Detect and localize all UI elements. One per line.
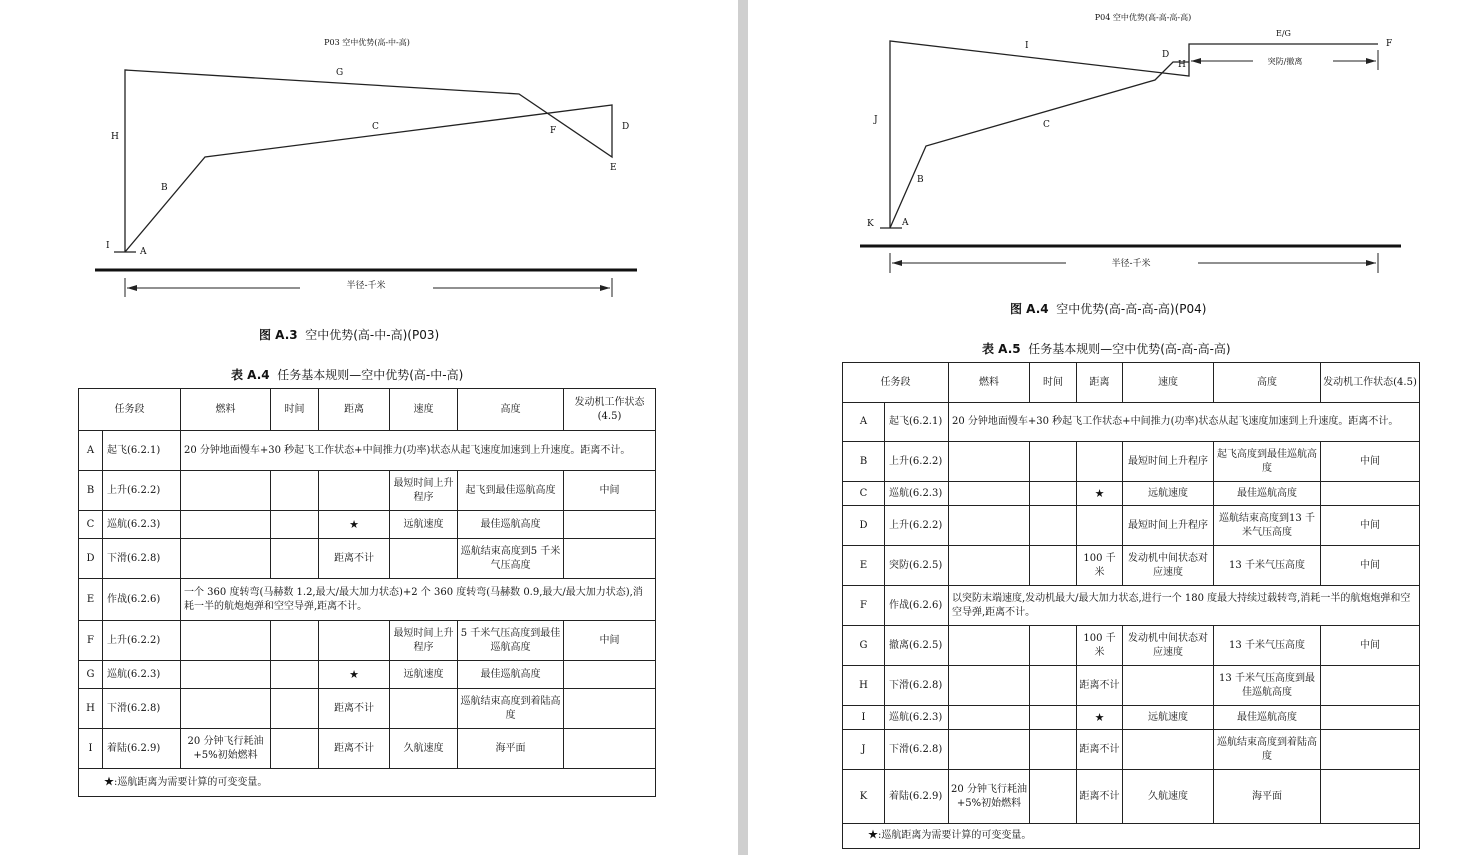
row-speed: 远航速度	[1123, 706, 1214, 730]
row-speed	[390, 539, 458, 579]
row-altitude: 巡航结束高度到5 千米气压高度	[458, 539, 564, 579]
figure-caption-text: 空中优势(高-中-高)(P03)	[305, 328, 440, 342]
point-label-h: H	[1178, 60, 1186, 70]
header-engine: 发动机工作状态(4.5)	[564, 389, 656, 431]
row-fuel	[949, 482, 1030, 506]
page-gutter	[738, 0, 748, 855]
row-engine: 中间	[564, 621, 656, 661]
row-speed: 远航速度	[390, 661, 458, 689]
table-caption	[982, 340, 1231, 357]
row-distance: 距离不计	[1077, 770, 1123, 824]
point-label-h: H	[111, 132, 119, 142]
row-altitude: 最佳巡航高度	[458, 661, 564, 689]
header-segment: 任务段	[79, 389, 181, 431]
row-fuel	[181, 661, 271, 689]
row-engine	[564, 511, 656, 539]
mission-rules-table-p03	[78, 388, 656, 797]
table-row	[79, 511, 656, 539]
row-engine	[1321, 666, 1420, 706]
radius-label: 半径-千米	[346, 281, 386, 291]
row-altitude: 13 千米气压高度	[1214, 626, 1321, 666]
header-engine: 发动机工作状态(4.5)	[1321, 363, 1420, 403]
dash-arrowhead-left	[1191, 58, 1201, 64]
row-segment: 起飞(6.2.1)	[885, 403, 949, 442]
point-label-k: K	[867, 219, 874, 229]
row-speed	[1123, 666, 1214, 706]
row-id: E	[843, 546, 885, 586]
table-row	[843, 442, 1420, 482]
row-segment: 作战(6.2.6)	[103, 579, 181, 621]
mission-rules-table-p04	[842, 362, 1420, 849]
point-label-f: F	[1386, 39, 1393, 49]
radius-label: 半径-千米	[1111, 259, 1151, 269]
row-segment: 上升(6.2.2)	[885, 506, 949, 546]
row-distance: 100 千米	[1077, 546, 1123, 586]
row-distance: 距离不计	[319, 539, 390, 579]
row-fuel	[181, 689, 271, 729]
table-row	[79, 689, 656, 729]
row-segment: 下滑(6.2.8)	[103, 689, 181, 729]
table-row	[843, 626, 1420, 666]
row-speed	[1123, 730, 1214, 770]
row-speed: 最短时间上升程序	[1123, 442, 1214, 482]
row-segment: 突防(6.2.5)	[885, 546, 949, 586]
row-altitude: 13 千米气压高度	[1214, 546, 1321, 586]
row-id: B	[79, 471, 103, 511]
row-time	[1030, 546, 1077, 586]
note-row	[79, 769, 656, 797]
table-row	[79, 471, 656, 511]
row-time	[271, 689, 319, 729]
dash-arrowhead-right	[1366, 58, 1376, 64]
point-label-a: A	[140, 247, 147, 257]
row-id: A	[843, 403, 885, 442]
row-fuel: 20 分钟飞行耗油+5%初始燃料	[181, 729, 271, 769]
point-label-c: C	[372, 122, 379, 132]
point-label-d: D	[622, 122, 630, 132]
point-label-c: C	[1043, 120, 1050, 130]
header-fuel: 燃料	[181, 389, 271, 431]
radius-arrowhead-left	[892, 260, 902, 266]
row-segment: 撤离(6.2.5)	[885, 626, 949, 666]
mission-profile-diagram-p03	[0, 0, 738, 330]
radius-arrowhead-left	[127, 285, 137, 291]
row-engine	[1321, 730, 1420, 770]
flight-path	[125, 70, 612, 252]
header-row	[843, 363, 1420, 403]
table-number: 表 A.5	[982, 342, 1021, 356]
row-engine: 中间	[1321, 546, 1420, 586]
table-row	[843, 770, 1420, 824]
row-time	[271, 729, 319, 769]
row-altitude: 海平面	[458, 729, 564, 769]
radius-arrowhead-right	[1366, 260, 1376, 266]
table-row	[79, 431, 656, 471]
point-label-i: I	[106, 241, 110, 251]
row-speed: 远航速度	[390, 511, 458, 539]
table-row	[843, 403, 1420, 442]
row-id: J	[843, 730, 885, 770]
table-row	[79, 661, 656, 689]
table-row	[843, 506, 1420, 546]
row-fuel: 20 分钟飞行耗油+5%初始燃料	[949, 770, 1030, 824]
point-label-b: B	[917, 175, 924, 185]
row-time	[1030, 506, 1077, 546]
row-segment: 起飞(6.2.1)	[103, 431, 181, 471]
header-distance: 距离	[319, 389, 390, 431]
row-id: E	[79, 579, 103, 621]
row-id: K	[843, 770, 885, 824]
row-description: 一个 360 度转弯(马赫数 1.2,最大/最大加力状态)+2 个 360 度转弯(马赫数 0.9,最大/最大加力状态),消耗一半的航炮炮弹和空空导弹,距离不计。	[181, 579, 656, 621]
row-fuel	[181, 539, 271, 579]
table-number: 表 A.4	[231, 368, 270, 382]
row-time	[271, 661, 319, 689]
table-row	[843, 586, 1420, 626]
row-engine: 中间	[1321, 442, 1420, 482]
row-distance	[319, 621, 390, 661]
row-altitude: 最佳巡航高度	[1214, 706, 1321, 730]
row-engine	[1321, 770, 1420, 824]
table-caption	[231, 366, 463, 383]
row-fuel	[949, 626, 1030, 666]
row-fuel	[949, 506, 1030, 546]
header-speed: 速度	[390, 389, 458, 431]
row-fuel	[949, 706, 1030, 730]
row-segment: 上升(6.2.2)	[885, 442, 949, 482]
row-description: 以突防末端速度,发动机最大/最大加力状态,进行一个 180 度最大持续过载转弯,消耗一半的航炮炮弹和空空导弹,距离不计。	[949, 586, 1420, 626]
row-segment: 上升(6.2.2)	[103, 621, 181, 661]
row-distance	[319, 471, 390, 511]
row-altitude: 巡航结束高度到13 千米气压高度	[1214, 506, 1321, 546]
row-engine: 中间	[1321, 626, 1420, 666]
row-id: D	[843, 506, 885, 546]
row-altitude: 海平面	[1214, 770, 1321, 824]
row-altitude: 13 千米气压高度到最佳巡航高度	[1214, 666, 1321, 706]
mission-profile-diagram-p04	[748, 0, 1477, 300]
header-time: 时间	[271, 389, 319, 431]
point-label-e: E	[610, 163, 617, 173]
row-speed	[390, 689, 458, 729]
table-row	[843, 706, 1420, 730]
row-id: B	[843, 442, 885, 482]
row-fuel	[181, 511, 271, 539]
header-altitude: 高度	[458, 389, 564, 431]
row-fuel	[181, 471, 271, 511]
row-engine	[564, 661, 656, 689]
row-segment: 下滑(6.2.8)	[885, 666, 949, 706]
row-segment: 着陆(6.2.9)	[885, 770, 949, 824]
row-time	[1030, 442, 1077, 482]
point-label-g: G	[336, 68, 344, 78]
row-speed: 最短时间上升程序	[390, 621, 458, 661]
row-time	[271, 471, 319, 511]
header-segment: 任务段	[843, 363, 949, 403]
table-row	[79, 729, 656, 769]
row-engine	[1321, 706, 1420, 730]
row-time	[1030, 626, 1077, 666]
row-altitude: 最佳巡航高度	[1214, 482, 1321, 506]
header-speed: 速度	[1123, 363, 1214, 403]
row-fuel	[949, 442, 1030, 482]
header-row	[79, 389, 656, 431]
point-label-f: F	[550, 126, 557, 136]
row-distance	[1077, 442, 1123, 482]
row-distance: 距离不计	[1077, 666, 1123, 706]
point-label-i: I	[1025, 41, 1029, 51]
row-time	[1030, 666, 1077, 706]
table-row	[843, 482, 1420, 506]
row-speed: 发动机中间状态对应速度	[1123, 546, 1214, 586]
diagram-title: P04 空中优势(高-高-高-高)	[1094, 13, 1192, 22]
table-caption-text: 任务基本规则—空中优势(高-高-高-高)	[1028, 342, 1231, 356]
row-engine	[564, 539, 656, 579]
row-altitude: 最佳巡航高度	[458, 511, 564, 539]
flight-path-outbound	[890, 62, 1189, 228]
row-segment: 下滑(6.2.8)	[885, 730, 949, 770]
row-speed: 发动机中间状态对应速度	[1123, 626, 1214, 666]
row-altitude: 起飞高度到最佳巡航高度	[1214, 442, 1321, 482]
row-segment: 下滑(6.2.8)	[103, 539, 181, 579]
point-label-eg: E/G	[1276, 29, 1291, 38]
row-altitude: 5 千米气压高度到最佳巡航高度	[458, 621, 564, 661]
table-row	[79, 579, 656, 621]
row-id: G	[79, 661, 103, 689]
table-caption-text: 任务基本规则—空中优势(高-中-高)	[277, 368, 464, 382]
row-speed: 最短时间上升程序	[1123, 506, 1214, 546]
figure-caption	[259, 326, 439, 343]
row-time	[1030, 730, 1077, 770]
row-distance	[1077, 506, 1123, 546]
row-altitude: 起飞到最佳巡航高度	[458, 471, 564, 511]
figure-number: 图 A.3	[259, 328, 298, 342]
row-id: D	[79, 539, 103, 579]
row-time	[1030, 770, 1077, 824]
row-time	[1030, 706, 1077, 730]
table-row	[843, 666, 1420, 706]
row-id: A	[79, 431, 103, 471]
table-row	[843, 546, 1420, 586]
row-segment: 上升(6.2.2)	[103, 471, 181, 511]
row-id: C	[843, 482, 885, 506]
row-fuel	[949, 546, 1030, 586]
row-distance-star: ★	[1077, 706, 1123, 730]
row-speed: 久航速度	[1123, 770, 1214, 824]
row-speed: 最短时间上升程序	[390, 471, 458, 511]
row-altitude: 巡航结束高度到着陆高度	[458, 689, 564, 729]
point-label-j: J	[874, 115, 878, 125]
row-description: 20 分钟地面慢车+30 秒起飞工作状态+中间推力(功率)状态从起飞速度加速到上升速度。距离不计。	[949, 403, 1420, 442]
row-fuel	[949, 730, 1030, 770]
row-time	[271, 621, 319, 661]
table-row	[79, 621, 656, 661]
row-segment: 巡航(6.2.3)	[885, 706, 949, 730]
row-time	[1030, 482, 1077, 506]
left-page	[0, 0, 738, 855]
header-distance: 距离	[1077, 363, 1123, 403]
row-description: 20 分钟地面慢车+30 秒起飞工作状态+中间推力(功率)状态从起飞速度加速到上升速度。距离不计。	[181, 431, 656, 471]
row-time	[271, 511, 319, 539]
row-engine	[564, 689, 656, 729]
table-note: ★:巡航距离为需要计算的可变变量。	[843, 824, 1420, 849]
row-id: I	[79, 729, 103, 769]
row-segment: 巡航(6.2.3)	[885, 482, 949, 506]
figure-caption-text: 空中优势(高-高-高-高)(P04)	[1056, 302, 1207, 316]
row-distance: 距离不计	[319, 729, 390, 769]
row-segment: 巡航(6.2.3)	[103, 511, 181, 539]
row-distance: 距离不计	[1077, 730, 1123, 770]
row-speed: 久航速度	[390, 729, 458, 769]
row-id: G	[843, 626, 885, 666]
flight-path	[890, 41, 1378, 228]
row-id: C	[79, 511, 103, 539]
table-row	[843, 730, 1420, 770]
row-id: I	[843, 706, 885, 730]
row-distance-star: ★	[319, 511, 390, 539]
row-speed: 远航速度	[1123, 482, 1214, 506]
row-fuel	[181, 621, 271, 661]
radius-arrowhead-right	[600, 285, 610, 291]
table-row	[79, 539, 656, 579]
row-id: F	[843, 586, 885, 626]
table-note: ★:巡航距离为需要计算的可变变量。	[79, 769, 656, 797]
figure-number: 图 A.4	[1010, 302, 1049, 316]
row-distance: 100 千米	[1077, 626, 1123, 666]
row-id: H	[843, 666, 885, 706]
header-time: 时间	[1030, 363, 1077, 403]
dash-label: 突防/撤离	[1267, 57, 1303, 66]
row-fuel	[949, 666, 1030, 706]
diagram-title: P03 空中优势(高-中-高)	[324, 38, 410, 47]
row-distance: 距离不计	[319, 689, 390, 729]
point-label-b: B	[161, 183, 168, 193]
row-distance-star: ★	[319, 661, 390, 689]
row-id: F	[79, 621, 103, 661]
header-altitude: 高度	[1214, 363, 1321, 403]
row-distance-star: ★	[1077, 482, 1123, 506]
right-page	[748, 0, 1477, 855]
row-segment: 着陆(6.2.9)	[103, 729, 181, 769]
row-segment: 巡航(6.2.3)	[103, 661, 181, 689]
row-altitude: 巡航结束高度到着陆高度	[1214, 730, 1321, 770]
note-row	[843, 824, 1420, 849]
row-engine	[1321, 482, 1420, 506]
row-time	[271, 539, 319, 579]
row-id: H	[79, 689, 103, 729]
row-engine: 中间	[1321, 506, 1420, 546]
row-segment: 作战(6.2.6)	[885, 586, 949, 626]
point-label-d: D	[1162, 50, 1170, 60]
figure-caption	[1010, 300, 1206, 317]
point-label-a: A	[902, 218, 909, 228]
row-engine: 中间	[564, 471, 656, 511]
row-engine	[564, 729, 656, 769]
header-fuel: 燃料	[949, 363, 1030, 403]
